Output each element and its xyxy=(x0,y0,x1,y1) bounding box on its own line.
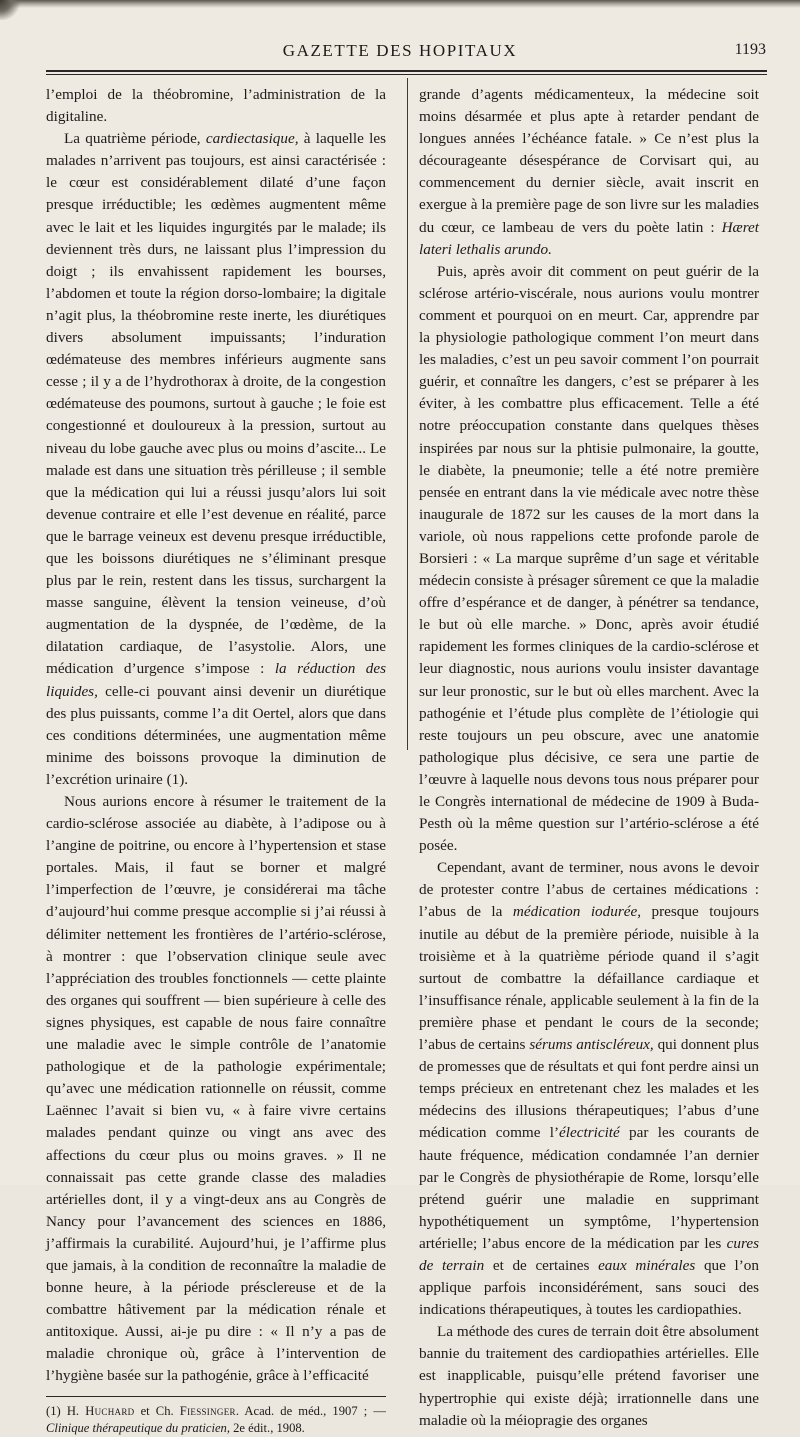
paragraph: La méthode des cures de terrain doit être absolument bannie du traitement des cardiopathies artérielles. Elle est inapplicable, puisqu’elle prétend favoriser une hypertrophie qui existe déjà; irrationnelle dans une maladie où la méiopragie des organes xyxy=(419,1323,759,1429)
right-column xyxy=(419,84,759,1432)
left-column xyxy=(46,84,386,1437)
footnote: (1) H. Huchard et Ch. Fiessinger. Acad. de méd., 1907 ; — Clinique thérapeutique du praticien, 2e édit., 1908. xyxy=(46,1403,386,1435)
paragraph: grande d’agents médicamenteux, la médecine soit moins désarmée et plus apte à retarder pendant de longues années l’échéance fatale. » Ce n’est plus la décourageante désespérance de Corvisart qui, au commencement du dernier siècle, avait inscrit en exergue à la première page de son livre sur les maladies du cœur, ce lambeau de vers du poète latin : Hæret lateri lethalis arundo. xyxy=(419,86,759,258)
header-rule-thin xyxy=(46,74,767,75)
header-rule-thick xyxy=(46,70,767,72)
latin-quote: Hæret lateri lethalis arundo. xyxy=(419,218,759,258)
scan-top-edge xyxy=(0,0,800,8)
paragraph: Nous aurions encore à résumer le traitement de la cardio-sclérose associée au diabète, à l’adipose ou à l’angine de poitrine, ou encore à l’hypertension et stase portales. Mais, il faut se borner et malgré l’imperfection de l’œuvre, je considérerai ma tâche d’aujourd’hui comme presque accomplie si j’ai réussi à délimiter nettement les frontières de l’artério-sclérose, à montrer : que l’observation clinique seule avec l’appréciation des troubles fonctionnels — cette plainte des organes qui souffrent — bien supérieure à celle des signes physiques, est capable de nous faire connaître une maladie avec le simple contrôle de l’anatomie pathologique et de la pathologie expérimentale; qu’avec une médication rationnelle on réussit, comme Laënnec l’avait si bien vu, « à faire vivre certains malades pendant quinze ou vingt ans avec des affections du cœur plus ou moins graves. » Il ne connaissait pas cette grande classe des maladies artérielles dont, il y a vingt-deux ans au Congrès de Nancy pour l’avancement des sciences en 1886, j’affirmais la curabilité. Aujourd’hui, je l’affirme plus que jamais, à la condition de reconnaître la maladie de bonne heure, à la période présclereuse et de la combattre hâtivement par la médication rénale et antitoxique. Aussi, ai-je pu dire : « Il n’y a pas de maladie chronique où, grâce à l’intervention de l’hygiène basée sur la pathogénie, grâce à l’efficacité xyxy=(46,793,386,1385)
paragraph: l’emploi de la théobromine, l’administration de la digitaline. xyxy=(46,86,386,126)
page-header xyxy=(30,41,770,65)
paragraph: Puis, après avoir dit comment on peut guérir de la sclérose artério-viscérale, nous aurions voulu montrer comment et pourquoi on en meurt. Car, apprendre par la physiologie pathologique comment l’on meurt dans les maladies, c’est un peu savoir comment l’on pourrait guérir, et connaître les dangers, c’est se préparer à les éviter, à les combattre plus efficacement. Telle a été notre préoccupation constante dans quelques thèses inspirées par nous sur la phtisie pulmonaire, la goutte, le diabète, la pneumonie; telle a été notre première pensée en entrant dans la vie médicale avec notre thèse inaugurale de 1872 sur les causes de la mort dans la variole, où nous rappelions cette profonde parole de Borsieri : « La marque suprême d’un sage et véritable médecin consiste à présager sûrement ce que la maladie offre d’espérance et de danger, à pénétrer sa tendance, le but où elle marche. » Donc, après avoir étudié rapidement les formes cliniques de la cardio-sclérose et leur diagnostic, nous aurions voulu insister davantage sur leur pronostic, sur le but où elles marchent. Avec la pathogénie et l’étude plus complète de l’étiologie qui reste toujours un peu obscure, avec une anatomie pathologique plus décisive, ce sera une partie de l’œuvre à laquelle nous devons tous nous préparer pour le Congrès international de médecine de 1909 à Buda-Pesth où la même question sur l’artério-sclérose a été posée. xyxy=(419,262,759,855)
column-divider xyxy=(407,78,408,750)
paragraph: Cependant, avant de terminer, nous avons le devoir de protester contre l’abus de certaines médications : l’abus de la médication iodurée, presque toujours inutile au début de la première période, nuisible à la troisième et à la quatrième période quand il s’agit surtout de combattre la défaillance cardiaque et l’insuffisance rénale, applicable seulement à la fin de la première phase et pendant le cours de la seconde; l’abus de certains sérums antiscléreux, qui donnent plus de promesses que de résultats et qui font perdre ainsi un temps précieux en entretenant chez les malades et les médecins des illusions thérapeutiques; l’abus d’une médication comme l’électricité par les courants de haute fréquence, médication condamnée l’an dernier par le Congrès de physiothérapie de Rome, lorsqu’elle prétend guérir une maladie en supprimant hypothétiquement un symptôme, l’hypertension artérielle; l’abus encore de la médication par les cures de terrain et de certaines eaux minérales que l’on applique parfois inconsidérément, sans souci des indications thérapeutiques, à toutes les cardiopathies. xyxy=(419,859,759,1319)
scan-corner-shadow xyxy=(0,0,20,20)
page-number: 1193 xyxy=(734,41,766,58)
running-title: GAZETTE DES HOPITAUX xyxy=(282,41,518,60)
footnote-rule xyxy=(46,1396,386,1397)
paragraph: La quatrième période, cardiectasique, à laquelle les malades n’arrivent pas toujours, est ainsi caractérisée : le cœur est considérablement dilaté d’une façon presque irréductible; les œdèmes augmentent même avec le lait et les liquides ingurgités par le malade; ils deviennent très durs, ne laissant plus l’impression du doigt ; ils envahissent rapidement les bourses, l’abdomen et toute la région dorso-lombaire; la digitale n’agit plus, la théobromine reste inerte, les diurétiques divers absolument impuissants; l’induration œdémateuse des membres inférieurs augmente sans cesse ; il y a de l’hydrothorax à droite, de la congestion œdémateuse des poumons, surtout à gauche ; le foie est congestionné et douloureux à la pression, surtout au niveau du lobe gauche avec plus ou moins d’ascite... Le malade est dans une situation très périlleuse ; il semble que la médication qui lui a réussi jusqu’alors lui soit devenue contraire et elle l’est devenue en réalité, parce que le barrage veineux est devenu presque irréductible, que les boissons diurétiques ne s’éliminant presque plus par le rein, restent dans les tissus, surchargent la masse sanguine, élèvent la tension veineuse, d’où augmentation de la dyspnée, de l’œdème, de la dilatation cardiaque, de l’asystolie. Alors, une médication d’urgence s’impose : la réduction des liquides, celle-ci pouvant ainsi devenir un diurétique des plus puissants, comme l’a dit Oertel, alors que dans ces conditions déterminées, une augmentation même minime des boissons provoque la diminution de l’excrétion urinaire (1). xyxy=(46,130,387,788)
emphasis: la réduction des liquides, xyxy=(46,660,386,700)
emphasis: cardiectasique, xyxy=(205,130,299,148)
